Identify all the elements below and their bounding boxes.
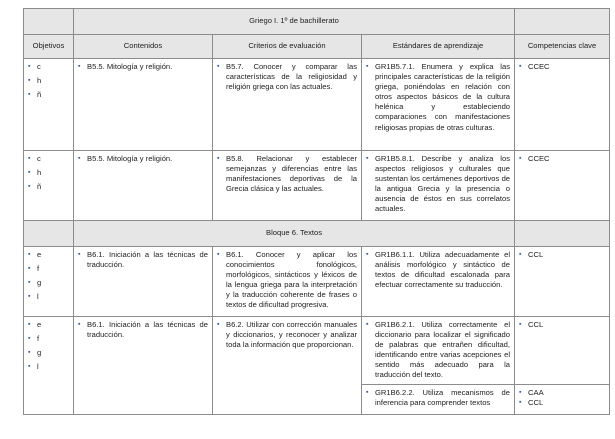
- contenido-cell: [74, 317, 213, 415]
- table-row: [24, 59, 610, 151]
- table-title: Griego I. 1º de bachillerato: [74, 9, 515, 35]
- estandar-text: ▪ GR1B5.8.1. Describe y analiza los aspectos religiosos y culturales que sustentan los certámenes deportivos de la antigua Grecia y la presencia o ausencia de éstos en sus correlatos actuales.: [366, 154, 510, 215]
- objetivo-item: ▪ l: [28, 362, 69, 372]
- contenido-cell: [74, 59, 213, 151]
- contenido-cell: [74, 247, 213, 317]
- objetivo-item: ▪ l: [28, 292, 69, 302]
- contenido-text: ▪ B6.1. Iniciación a las técnicas de traducción.: [78, 320, 208, 340]
- competencias-cell: [515, 59, 610, 151]
- competencia-item: ▪ CCEC: [519, 62, 605, 72]
- estandar-text: ▪ GR1B6.2.1. Utiliza correctamente el diccionario para localizar el significado de palabras que entrañen dificultad, identificando entre varias acepciones el sentido más adecuado para la traducción del texto.: [366, 320, 510, 381]
- objetivo-item: ▪ f: [28, 334, 69, 344]
- criterio-text: ▪ B5.7. Conocer y comparar las características de la religiosidad y religión griega con las actuales.: [217, 62, 357, 92]
- corner-cell: [24, 221, 74, 247]
- objetivo-item: ▪ g: [28, 348, 69, 358]
- estandar-text: ▪ GR1B5.7.1. Enumera y explica las principales características de la religión griega, poniéndolas en relación con otros aspectos básicos de la cultura helénica y estableciendo comparaciones con manifestaciones religiosas propias de otras culturas.: [366, 62, 510, 133]
- objetivo-item: ▪ e: [28, 320, 69, 330]
- competencias-cell: [515, 384, 610, 414]
- criterio-cell: [213, 59, 362, 151]
- bloque-title: Bloque 6. Textos: [74, 221, 515, 247]
- criterio-cell: [213, 151, 362, 221]
- objetivo-item: ▪ g: [28, 278, 69, 288]
- criterio-text: ▪ B6.1. Conocer y aplicar los conocimientos fonológicos, morfológicos, sintácticos y léxicos de la lengua griega para la interpretación y la traducción coherente de frases o textos de dificultad progresiva.: [217, 250, 357, 311]
- table-row: [24, 151, 610, 221]
- criterio-cell: [213, 247, 362, 317]
- objetivo-item: ▪ c: [28, 154, 69, 164]
- criterio-cell: [213, 317, 362, 415]
- contenido-text: ▪ B6.1. Iniciación a las técnicas de traducción.: [78, 250, 208, 270]
- objetivo-item: ▪ ñ: [28, 90, 69, 100]
- objetivos-cell: [24, 151, 74, 221]
- bloque-row: [24, 221, 610, 247]
- title-row: [24, 9, 610, 35]
- objetivo-item: ▪ ñ: [28, 182, 69, 192]
- header-contenidos: Contenidos: [74, 35, 213, 59]
- estandar-text: ▪ GR1B6.1.1. Utiliza adecuadamente el análisis morfológico y sintáctico de textos de dificultad escalonada para efectuar correctamente su traducción.: [366, 250, 510, 290]
- competencias-cell: [515, 151, 610, 221]
- contenido-text: ▪ B5.5. Mitología y religión.: [78, 62, 208, 72]
- objetivo-item: ▪ h: [28, 76, 69, 86]
- objetivos-cell: [24, 317, 74, 415]
- header-criterios: Criterios de evaluación: [213, 35, 362, 59]
- estandar-cell: [362, 59, 515, 151]
- criterio-text: ▪ B5.8. Relacionar y establecer semejanzas y diferencias entre las manifestaciones deportivas de la Grecia clásica y las actuales.: [217, 154, 357, 194]
- corner-cell: [24, 9, 74, 35]
- objetivo-item: ▪ e: [28, 250, 69, 260]
- competencias-cell: [515, 247, 610, 317]
- table-row: [24, 247, 610, 317]
- curriculum-table: [23, 8, 610, 415]
- estandar-cell: [362, 317, 515, 385]
- estandar-cell: [362, 384, 515, 414]
- competencia-item: ▪ CCEC: [519, 154, 605, 164]
- objetivos-cell: [24, 59, 74, 151]
- competencia-item: ▪ CCL: [519, 398, 605, 408]
- contenido-text: ▪ B5.5. Mitología y religión.: [78, 154, 208, 164]
- corner-cell-right: [515, 9, 610, 35]
- estandar-cell: [362, 247, 515, 317]
- competencia-item: ▪ CCL: [519, 320, 605, 330]
- objetivos-cell: [24, 247, 74, 317]
- competencia-item: ▪ CCL: [519, 250, 605, 260]
- header-competencias: Competencias clave: [515, 35, 610, 59]
- header-row: [24, 35, 610, 59]
- competencia-item: ▪ CAA: [519, 388, 605, 398]
- objetivo-item: ▪ f: [28, 264, 69, 274]
- estandar-cell: [362, 151, 515, 221]
- contenido-cell: [74, 151, 213, 221]
- table-row: [24, 317, 610, 385]
- corner-cell-right: [515, 221, 610, 247]
- header-estandares: Estándares de aprendizaje: [362, 35, 515, 59]
- competencias-cell: [515, 317, 610, 385]
- criterio-text: ▪ B6.2. Utilizar con corrección manuales y diccionarios, y reconocer y analizar toda la información que proporcionan.: [217, 320, 357, 350]
- estandar-text: ▪ GR1B6.2.2. Utiliza mecanismos de inferencia para comprender textos: [366, 388, 510, 408]
- objetivo-item: ▪ c: [28, 62, 69, 72]
- objetivo-item: ▪ h: [28, 168, 69, 178]
- header-objetivos: Objetivos: [24, 35, 74, 59]
